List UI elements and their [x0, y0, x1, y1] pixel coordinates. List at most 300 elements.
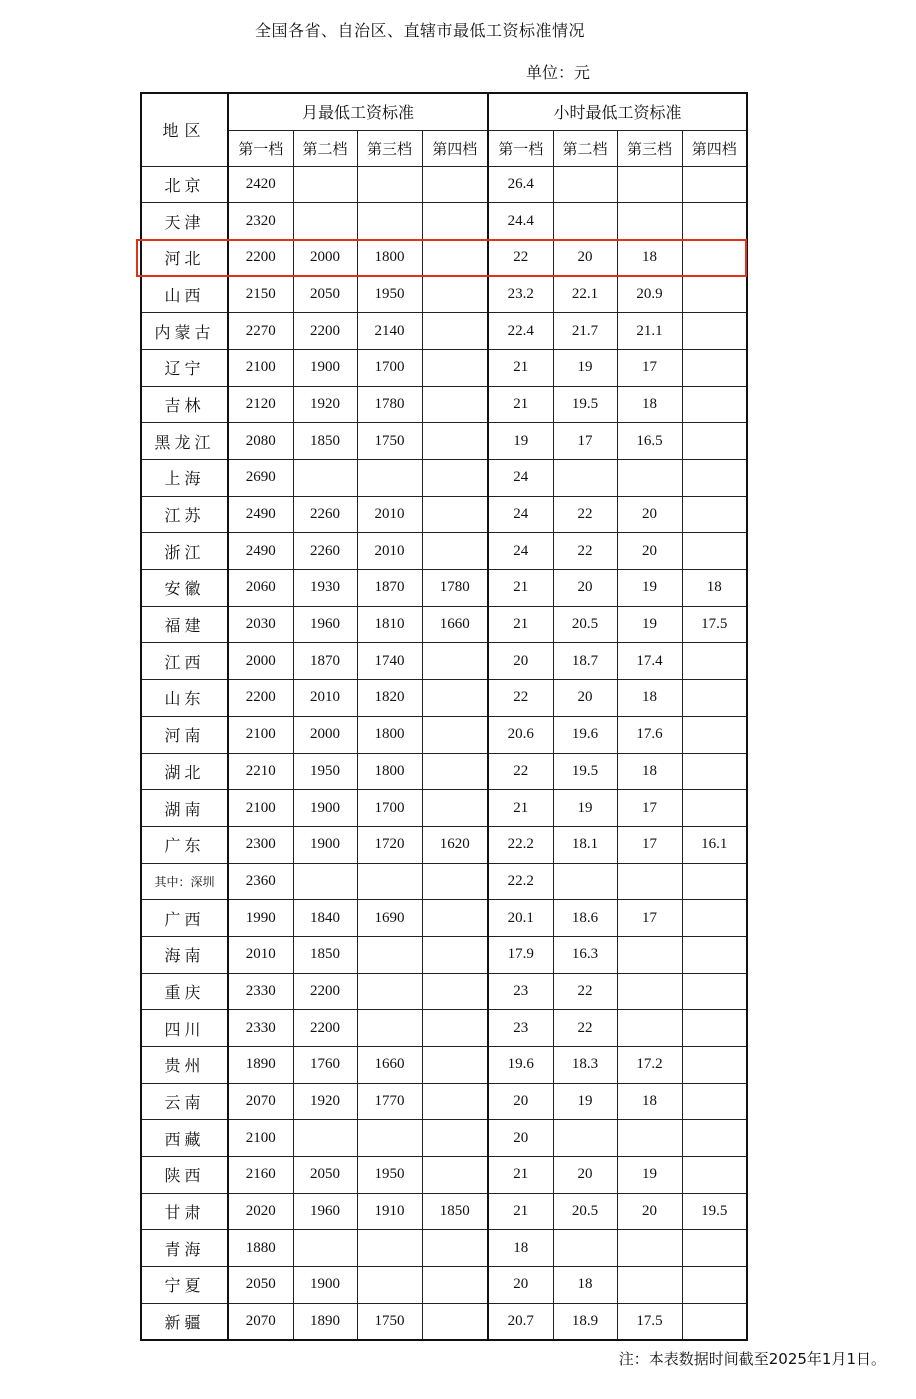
monthly-tier-3-cell: 1750: [357, 423, 422, 460]
region-cell: 上海: [141, 460, 228, 497]
footnote: 注：本表数据时间截至2025年1月1日。: [618, 1350, 886, 1368]
region-cell: 西藏: [141, 1120, 228, 1157]
hourly-tier-1-cell: 21: [488, 349, 553, 386]
header-monthly-tier-1: 第一档: [228, 130, 293, 166]
hourly-tier-2-cell: 21.7: [553, 313, 617, 350]
monthly-tier-1-cell: 2210: [228, 753, 293, 790]
monthly-tier-1-cell: 2100: [228, 790, 293, 827]
region-cell: 陕西: [141, 1157, 228, 1194]
monthly-tier-2-cell: 2200: [293, 1010, 357, 1047]
monthly-tier-1-cell: 1890: [228, 1047, 293, 1084]
monthly-tier-1-cell: 2060: [228, 570, 293, 607]
monthly-tier-3-cell: 1700: [357, 790, 422, 827]
hourly-tier-2-cell: 17: [553, 423, 617, 460]
monthly-tier-3-cell: 1740: [357, 643, 422, 680]
region-cell: 湖南: [141, 790, 228, 827]
hourly-tier-1-cell: 22: [488, 239, 553, 276]
hourly-tier-1-cell: 24: [488, 460, 553, 497]
monthly-tier-3-cell: [357, 1120, 422, 1157]
monthly-tier-1-cell: 2120: [228, 386, 293, 423]
region-cell: 新疆: [141, 1303, 228, 1340]
hourly-tier-1-cell: 22: [488, 753, 553, 790]
monthly-tier-1-cell: 2000: [228, 643, 293, 680]
monthly-tier-2-cell: 2260: [293, 533, 357, 570]
monthly-tier-2-cell: 1850: [293, 423, 357, 460]
hourly-tier-3-cell: [617, 1230, 682, 1267]
hourly-tier-2-cell: 16.3: [553, 936, 617, 973]
hourly-tier-1-cell: 22.2: [488, 863, 553, 900]
hourly-tier-4-cell: [682, 1157, 747, 1194]
monthly-tier-2-cell: 1900: [293, 1267, 357, 1304]
monthly-tier-4-cell: [422, 1047, 488, 1084]
monthly-tier-1-cell: 2050: [228, 1267, 293, 1304]
monthly-tier-1-cell: 2320: [228, 203, 293, 240]
hourly-tier-3-cell: 19: [617, 606, 682, 643]
table-row: [141, 239, 747, 276]
hourly-tier-1-cell: 21: [488, 386, 553, 423]
hourly-tier-3-cell: 19: [617, 1157, 682, 1194]
hourly-tier-2-cell: 20.5: [553, 1193, 617, 1230]
monthly-tier-2-cell: 1870: [293, 643, 357, 680]
monthly-tier-2-cell: 2050: [293, 1157, 357, 1194]
region-cell: 甘肃: [141, 1193, 228, 1230]
table-row: [141, 826, 747, 863]
hourly-tier-1-cell: 21: [488, 570, 553, 607]
monthly-tier-1-cell: 2070: [228, 1303, 293, 1340]
hourly-tier-3-cell: 18: [617, 1083, 682, 1120]
hourly-tier-1-cell: 22.4: [488, 313, 553, 350]
monthly-tier-3-cell: [357, 1267, 422, 1304]
monthly-tier-1-cell: 2100: [228, 716, 293, 753]
hourly-tier-4-cell: [682, 936, 747, 973]
monthly-tier-1-cell: 2080: [228, 423, 293, 460]
hourly-tier-1-cell: 21: [488, 1157, 553, 1194]
header-hourly-tier-3: 第三档: [617, 130, 682, 166]
table-row: [141, 680, 747, 717]
table-row: [141, 973, 747, 1010]
monthly-tier-3-cell: 1800: [357, 753, 422, 790]
hourly-tier-1-cell: 18: [488, 1230, 553, 1267]
hourly-tier-3-cell: 17: [617, 790, 682, 827]
monthly-tier-2-cell: [293, 863, 357, 900]
monthly-tier-2-cell: 1960: [293, 1193, 357, 1230]
hourly-tier-2-cell: 18.3: [553, 1047, 617, 1084]
hourly-tier-3-cell: 16.5: [617, 423, 682, 460]
region-cell: 山西: [141, 276, 228, 313]
hourly-tier-4-cell: [682, 1120, 747, 1157]
monthly-tier-4-cell: [422, 1157, 488, 1194]
monthly-tier-2-cell: [293, 460, 357, 497]
hourly-tier-1-cell: 24: [488, 496, 553, 533]
hourly-tier-1-cell: 17.9: [488, 936, 553, 973]
monthly-tier-4-cell: [422, 239, 488, 276]
monthly-tier-1-cell: 2330: [228, 1010, 293, 1047]
hourly-tier-1-cell: 21: [488, 606, 553, 643]
monthly-tier-4-cell: [422, 386, 488, 423]
monthly-tier-1-cell: 2100: [228, 349, 293, 386]
region-cell: 内蒙古: [141, 313, 228, 350]
hourly-tier-4-cell: [682, 790, 747, 827]
table-row: [141, 1230, 747, 1267]
region-cell: 其中：深圳: [141, 863, 228, 900]
table-row: [141, 460, 747, 497]
hourly-tier-2-cell: [553, 166, 617, 203]
table-row: [141, 900, 747, 937]
hourly-tier-4-cell: [682, 1267, 747, 1304]
table-row: [141, 753, 747, 790]
monthly-tier-1-cell: 2270: [228, 313, 293, 350]
monthly-tier-3-cell: 1720: [357, 826, 422, 863]
hourly-tier-1-cell: 19.6: [488, 1047, 553, 1084]
monthly-tier-2-cell: 1920: [293, 1083, 357, 1120]
table-row: [141, 349, 747, 386]
hourly-tier-3-cell: 17: [617, 900, 682, 937]
hourly-tier-2-cell: 18.1: [553, 826, 617, 863]
unit-label: 单位：元: [526, 63, 591, 82]
hourly-tier-1-cell: 24: [488, 533, 553, 570]
monthly-tier-3-cell: 1800: [357, 239, 422, 276]
monthly-tier-3-cell: 1820: [357, 680, 422, 717]
hourly-tier-1-cell: 21: [488, 790, 553, 827]
region-cell: 江苏: [141, 496, 228, 533]
monthly-tier-4-cell: [422, 496, 488, 533]
monthly-tier-1-cell: 2300: [228, 826, 293, 863]
region-cell: 四川: [141, 1010, 228, 1047]
hourly-tier-1-cell: 20.1: [488, 900, 553, 937]
hourly-tier-2-cell: 20: [553, 239, 617, 276]
monthly-tier-1-cell: 2150: [228, 276, 293, 313]
hourly-tier-1-cell: 20: [488, 1083, 553, 1120]
hourly-tier-4-cell: [682, 276, 747, 313]
monthly-tier-2-cell: [293, 203, 357, 240]
min-wage-table: [140, 92, 748, 1341]
region-cell: 宁夏: [141, 1267, 228, 1304]
region-cell: 安徽: [141, 570, 228, 607]
hourly-tier-3-cell: [617, 460, 682, 497]
hourly-tier-2-cell: 18.6: [553, 900, 617, 937]
monthly-tier-4-cell: [422, 900, 488, 937]
monthly-tier-1-cell: 2690: [228, 460, 293, 497]
monthly-tier-2-cell: 2200: [293, 973, 357, 1010]
region-cell: 河北: [141, 239, 228, 276]
hourly-tier-3-cell: 20: [617, 533, 682, 570]
monthly-tier-2-cell: 2000: [293, 239, 357, 276]
hourly-tier-3-cell: 19: [617, 570, 682, 607]
hourly-tier-2-cell: [553, 203, 617, 240]
table-row: [141, 790, 747, 827]
monthly-tier-3-cell: 1750: [357, 1303, 422, 1340]
hourly-tier-4-cell: [682, 680, 747, 717]
monthly-tier-2-cell: 1760: [293, 1047, 357, 1084]
header-monthly-tier-3: 第三档: [357, 130, 422, 166]
monthly-tier-3-cell: [357, 973, 422, 1010]
monthly-tier-4-cell: 1850: [422, 1193, 488, 1230]
monthly-tier-2-cell: 1900: [293, 826, 357, 863]
hourly-tier-1-cell: 22: [488, 680, 553, 717]
monthly-tier-3-cell: 1780: [357, 386, 422, 423]
monthly-tier-2-cell: 1960: [293, 606, 357, 643]
monthly-tier-3-cell: [357, 166, 422, 203]
region-cell: 江西: [141, 643, 228, 680]
monthly-tier-2-cell: 1900: [293, 349, 357, 386]
hourly-tier-3-cell: 18: [617, 386, 682, 423]
monthly-tier-2-cell: 1890: [293, 1303, 357, 1340]
hourly-tier-4-cell: [682, 349, 747, 386]
monthly-tier-2-cell: 2000: [293, 716, 357, 753]
hourly-tier-2-cell: [553, 460, 617, 497]
table-row: [141, 570, 747, 607]
monthly-tier-1-cell: 2010: [228, 936, 293, 973]
hourly-tier-4-cell: [682, 313, 747, 350]
hourly-tier-3-cell: [617, 1010, 682, 1047]
monthly-tier-4-cell: [422, 790, 488, 827]
hourly-tier-3-cell: 18: [617, 680, 682, 717]
hourly-tier-1-cell: 23: [488, 973, 553, 1010]
hourly-tier-4-cell: [682, 973, 747, 1010]
hourly-tier-1-cell: 23.2: [488, 276, 553, 313]
monthly-tier-1-cell: 2070: [228, 1083, 293, 1120]
table-row: [141, 533, 747, 570]
monthly-tier-3-cell: 1950: [357, 276, 422, 313]
monthly-tier-1-cell: 2490: [228, 496, 293, 533]
monthly-tier-1-cell: 2200: [228, 680, 293, 717]
hourly-tier-3-cell: 20: [617, 1193, 682, 1230]
hourly-tier-2-cell: 19: [553, 349, 617, 386]
header-hourly-tier-1: 第一档: [488, 130, 553, 166]
hourly-tier-1-cell: 23: [488, 1010, 553, 1047]
hourly-tier-1-cell: 22.2: [488, 826, 553, 863]
hourly-tier-1-cell: 20: [488, 1267, 553, 1304]
monthly-tier-4-cell: [422, 1010, 488, 1047]
monthly-tier-4-cell: [422, 533, 488, 570]
hourly-tier-4-cell: [682, 386, 747, 423]
hourly-tier-1-cell: 20: [488, 1120, 553, 1157]
hourly-tier-3-cell: 21.1: [617, 313, 682, 350]
hourly-tier-1-cell: 26.4: [488, 166, 553, 203]
hourly-tier-2-cell: 22.1: [553, 276, 617, 313]
monthly-tier-3-cell: 1690: [357, 900, 422, 937]
region-cell: 山东: [141, 680, 228, 717]
region-cell: 吉林: [141, 386, 228, 423]
region-cell: 辽宁: [141, 349, 228, 386]
region-cell: 重庆: [141, 973, 228, 1010]
hourly-tier-3-cell: [617, 973, 682, 1010]
hourly-tier-3-cell: [617, 1267, 682, 1304]
hourly-tier-3-cell: 20: [617, 496, 682, 533]
monthly-tier-2-cell: 1900: [293, 790, 357, 827]
header-monthly-tier-2: 第二档: [293, 130, 357, 166]
monthly-tier-2-cell: [293, 1120, 357, 1157]
hourly-tier-3-cell: 17.6: [617, 716, 682, 753]
hourly-tier-2-cell: 18.7: [553, 643, 617, 680]
monthly-tier-4-cell: [422, 460, 488, 497]
hourly-tier-2-cell: 22: [553, 973, 617, 1010]
monthly-tier-4-cell: 1780: [422, 570, 488, 607]
hourly-tier-3-cell: [617, 203, 682, 240]
table-row: [141, 1010, 747, 1047]
region-cell: 贵州: [141, 1047, 228, 1084]
hourly-tier-4-cell: [682, 753, 747, 790]
hourly-tier-2-cell: 19.6: [553, 716, 617, 753]
table-row: [141, 1083, 747, 1120]
monthly-tier-2-cell: 2010: [293, 680, 357, 717]
table-row: [141, 716, 747, 753]
monthly-tier-2-cell: 2260: [293, 496, 357, 533]
hourly-tier-2-cell: 22: [553, 533, 617, 570]
hourly-tier-2-cell: 20: [553, 570, 617, 607]
hourly-tier-2-cell: 22: [553, 1010, 617, 1047]
hourly-tier-3-cell: 17.4: [617, 643, 682, 680]
hourly-tier-4-cell: [682, 239, 747, 276]
table-row: [141, 166, 747, 203]
monthly-tier-3-cell: 2010: [357, 496, 422, 533]
monthly-tier-3-cell: 1810: [357, 606, 422, 643]
monthly-tier-1-cell: 2330: [228, 973, 293, 1010]
hourly-tier-4-cell: 18: [682, 570, 747, 607]
hourly-tier-2-cell: [553, 1230, 617, 1267]
hourly-tier-2-cell: 19: [553, 1083, 617, 1120]
region-cell: 广东: [141, 826, 228, 863]
header-monthly-tier-4: 第四档: [422, 130, 488, 166]
hourly-tier-3-cell: [617, 1120, 682, 1157]
monthly-tier-3-cell: 1800: [357, 716, 422, 753]
monthly-tier-3-cell: [357, 863, 422, 900]
monthly-tier-1-cell: 2030: [228, 606, 293, 643]
hourly-tier-4-cell: [682, 166, 747, 203]
monthly-tier-4-cell: [422, 1230, 488, 1267]
region-cell: 黑龙江: [141, 423, 228, 460]
hourly-tier-4-cell: [682, 496, 747, 533]
monthly-tier-1-cell: 2200: [228, 239, 293, 276]
monthly-tier-3-cell: [357, 460, 422, 497]
table-row: [141, 1193, 747, 1230]
hourly-tier-2-cell: 19.5: [553, 386, 617, 423]
region-cell: 河南: [141, 716, 228, 753]
hourly-tier-4-cell: [682, 1047, 747, 1084]
region-cell: 湖北: [141, 753, 228, 790]
table-row: [141, 1303, 747, 1340]
table-row: [141, 863, 747, 900]
hourly-tier-2-cell: 18: [553, 1267, 617, 1304]
table-row: [141, 1267, 747, 1304]
monthly-tier-4-cell: [422, 973, 488, 1010]
region-cell: 海南: [141, 936, 228, 973]
monthly-tier-3-cell: 1870: [357, 570, 422, 607]
hourly-tier-1-cell: 20: [488, 643, 553, 680]
monthly-tier-3-cell: 1660: [357, 1047, 422, 1084]
hourly-tier-3-cell: [617, 863, 682, 900]
hourly-tier-4-cell: [682, 460, 747, 497]
hourly-tier-4-cell: [682, 863, 747, 900]
monthly-tier-3-cell: 2140: [357, 313, 422, 350]
monthly-tier-1-cell: 2490: [228, 533, 293, 570]
hourly-tier-3-cell: 17.5: [617, 1303, 682, 1340]
header-monthly: 月最低工资标准: [228, 93, 488, 130]
hourly-tier-4-cell: 17.5: [682, 606, 747, 643]
table-row: [141, 313, 747, 350]
hourly-tier-2-cell: 19: [553, 790, 617, 827]
monthly-tier-2-cell: 2200: [293, 313, 357, 350]
monthly-tier-1-cell: 2100: [228, 1120, 293, 1157]
monthly-tier-4-cell: [422, 680, 488, 717]
hourly-tier-4-cell: [682, 533, 747, 570]
monthly-tier-2-cell: 1840: [293, 900, 357, 937]
table-row: [141, 643, 747, 680]
page-title: 全国各省、自治区、直辖市最低工资标准情况: [254, 21, 585, 40]
region-cell: 广西: [141, 900, 228, 937]
monthly-tier-3-cell: 1910: [357, 1193, 422, 1230]
monthly-tier-3-cell: 1700: [357, 349, 422, 386]
monthly-tier-4-cell: [422, 1303, 488, 1340]
table-row: [141, 423, 747, 460]
hourly-tier-1-cell: 21: [488, 1193, 553, 1230]
table-row: [141, 276, 747, 313]
hourly-tier-4-cell: [682, 1230, 747, 1267]
monthly-tier-1-cell: 2360: [228, 863, 293, 900]
monthly-tier-4-cell: 1620: [422, 826, 488, 863]
hourly-tier-4-cell: [682, 423, 747, 460]
hourly-tier-2-cell: 18.9: [553, 1303, 617, 1340]
monthly-tier-4-cell: [422, 276, 488, 313]
hourly-tier-3-cell: [617, 936, 682, 973]
header-region: 地区: [141, 93, 228, 166]
monthly-tier-1-cell: 2020: [228, 1193, 293, 1230]
monthly-tier-4-cell: [422, 716, 488, 753]
header-hourly-tier-2: 第二档: [553, 130, 617, 166]
hourly-tier-4-cell: 16.1: [682, 826, 747, 863]
hourly-tier-3-cell: 18: [617, 753, 682, 790]
monthly-tier-2-cell: 2050: [293, 276, 357, 313]
hourly-tier-3-cell: 18: [617, 239, 682, 276]
monthly-tier-4-cell: [422, 1267, 488, 1304]
monthly-tier-4-cell: [422, 643, 488, 680]
monthly-tier-2-cell: [293, 166, 357, 203]
hourly-tier-2-cell: 19.5: [553, 753, 617, 790]
header-hourly-tier-4: 第四档: [682, 130, 747, 166]
monthly-tier-2-cell: 1920: [293, 386, 357, 423]
table-row: [141, 1157, 747, 1194]
hourly-tier-4-cell: [682, 643, 747, 680]
hourly-tier-3-cell: 17: [617, 349, 682, 386]
region-cell: 福建: [141, 606, 228, 643]
hourly-tier-4-cell: [682, 1303, 747, 1340]
region-cell: 青海: [141, 1230, 228, 1267]
monthly-tier-2-cell: 1950: [293, 753, 357, 790]
region-cell: 北京: [141, 166, 228, 203]
monthly-tier-2-cell: 1850: [293, 936, 357, 973]
table-row: [141, 606, 747, 643]
monthly-tier-2-cell: 1930: [293, 570, 357, 607]
hourly-tier-4-cell: [682, 1010, 747, 1047]
table-row: [141, 386, 747, 423]
hourly-tier-2-cell: 20: [553, 680, 617, 717]
monthly-tier-4-cell: [422, 166, 488, 203]
monthly-tier-4-cell: [422, 423, 488, 460]
table-row: [141, 203, 747, 240]
monthly-tier-4-cell: [422, 203, 488, 240]
hourly-tier-1-cell: 19: [488, 423, 553, 460]
hourly-tier-1-cell: 24.4: [488, 203, 553, 240]
region-cell: 浙江: [141, 533, 228, 570]
hourly-tier-2-cell: [553, 1120, 617, 1157]
hourly-tier-3-cell: 17.2: [617, 1047, 682, 1084]
monthly-tier-1-cell: 1880: [228, 1230, 293, 1267]
monthly-tier-3-cell: 1950: [357, 1157, 422, 1194]
hourly-tier-2-cell: 20: [553, 1157, 617, 1194]
hourly-tier-4-cell: [682, 900, 747, 937]
hourly-tier-3-cell: 20.9: [617, 276, 682, 313]
hourly-tier-2-cell: 20.5: [553, 606, 617, 643]
